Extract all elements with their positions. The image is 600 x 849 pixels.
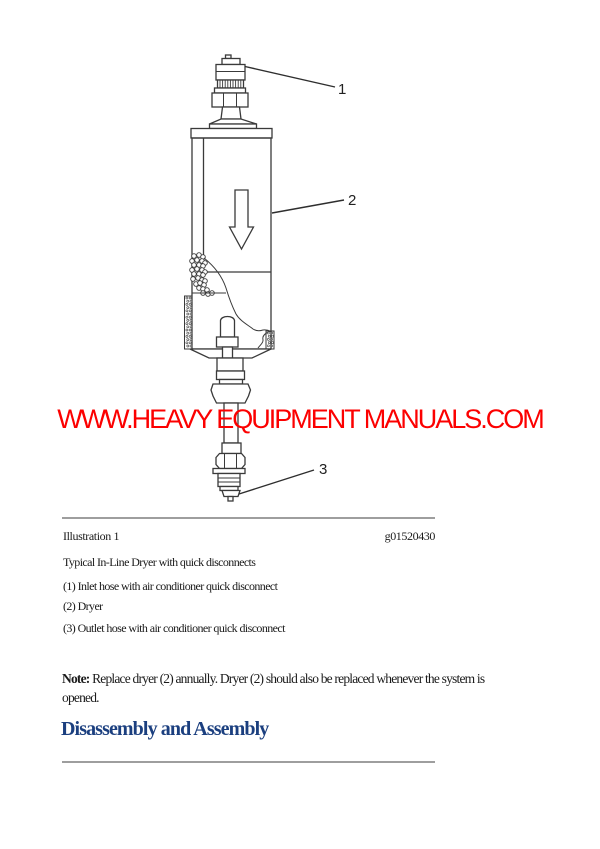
callout-1: 1 [338,81,347,98]
legend-item-3: (3) Outlet hose with air conditioner quick disconnect [63,621,285,635]
inlet-quick-disconnect [210,55,257,129]
desiccant-beads [190,253,215,297]
illustration-label: Illustration 1 [63,529,120,543]
divider-bottom [62,761,435,763]
note-paragraph [62,669,517,707]
flow-arrow-icon [230,190,254,249]
note-body: Replace dryer (2) annually. Dryer (2) should also be replaced whenever the system is opened. [62,670,485,705]
watermark-text: WWW.HEAVY EQUIPMENT MANUALS.COM [57,404,543,434]
dryer-figure [120,45,380,510]
divider-top [62,517,435,519]
callout-2: 2 [348,192,357,209]
section-heading: Disassembly and Assembly [61,717,269,740]
figure-title: Typical In-Line Dryer with quick disconnects [63,555,256,569]
illustration-caption-row [63,529,435,544]
callout-3: 3 [319,461,328,478]
dryer-body [185,129,275,359]
figure-code: g01520430 [384,529,435,543]
note-label: Note: [62,670,90,686]
legend-item-1: (1) Inlet hose with air conditioner quick disconnect [63,579,278,593]
legend-item-2: (2) Dryer [63,599,103,613]
